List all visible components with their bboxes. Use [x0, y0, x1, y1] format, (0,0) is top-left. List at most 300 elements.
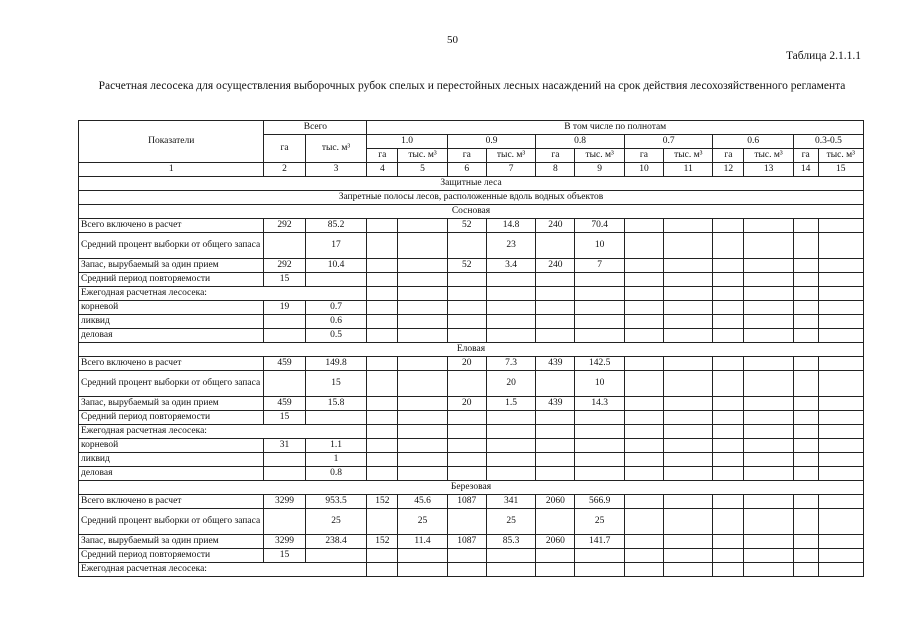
table-cell: [664, 535, 713, 549]
table-cell: 11.4: [398, 535, 447, 549]
header-indicators: Показатели: [79, 121, 264, 163]
table-cell: [575, 439, 624, 453]
table-cell: [447, 439, 486, 453]
table-cell: [793, 453, 818, 467]
table-cell: [818, 273, 863, 287]
table-cell: [624, 549, 663, 563]
table-cell: [536, 371, 575, 397]
empty-cell: [818, 425, 863, 439]
subheader-ha: га: [536, 149, 575, 163]
table-cell: [793, 411, 818, 425]
table-cell: [367, 467, 398, 481]
row-label: ликвид: [79, 453, 264, 467]
empty-cell: [367, 425, 398, 439]
subheader-ha: га: [447, 149, 486, 163]
table-row: [79, 411, 864, 425]
table-cell: [664, 467, 713, 481]
table-cell: [793, 549, 818, 563]
header-density: 0.9: [447, 135, 536, 149]
table-cell: [818, 453, 863, 467]
table-cell: [793, 535, 818, 549]
table-cell: 17: [305, 233, 367, 259]
header-density: 0.3-0.5: [793, 135, 863, 149]
table-row: [79, 219, 864, 233]
table-cell: [486, 411, 535, 425]
empty-cell: [367, 563, 398, 577]
table-cell: 20: [447, 397, 486, 411]
table-cell: [447, 233, 486, 259]
row-label: Средний процент выборки от общего запаса: [79, 371, 264, 397]
table-cell: 2060: [536, 495, 575, 509]
table-cell: 25: [575, 509, 624, 535]
column-number: 11: [664, 163, 713, 177]
table-id: Таблица 2.1.1.1: [785, 50, 861, 62]
row-label: Средний процент выборки от общего запаса: [79, 233, 264, 259]
empty-cell: [398, 563, 447, 577]
subheader-volume: тыс. м³: [398, 149, 447, 163]
table-cell: [818, 439, 863, 453]
table-cell: [575, 329, 624, 343]
column-number: 15: [818, 163, 863, 177]
table-cell: [624, 467, 663, 481]
table-cell: 1: [305, 453, 367, 467]
table-cell: [664, 219, 713, 233]
table-cell: 52: [447, 219, 486, 233]
subheader-ha: га: [367, 149, 398, 163]
table-cell: [713, 301, 744, 315]
table-cell: [818, 301, 863, 315]
table-cell: [575, 467, 624, 481]
row-label: корневой: [79, 301, 264, 315]
table-cell: 23: [486, 233, 535, 259]
table-cell: 2060: [536, 535, 575, 549]
table-cell: [264, 371, 305, 397]
table-cell: [744, 259, 793, 273]
table-cell: 459: [264, 357, 305, 371]
header-including: В том числе по полнотам: [367, 121, 864, 135]
table-cell: 3299: [264, 495, 305, 509]
table-cell: 20: [486, 371, 535, 397]
table-cell: 1.1: [305, 439, 367, 453]
table-cell: [264, 233, 305, 259]
table-cell: 152: [367, 495, 398, 509]
table-cell: [624, 233, 663, 259]
table-cell: [744, 301, 793, 315]
table-cell: [305, 411, 367, 425]
header-density: 0.8: [536, 135, 625, 149]
table-cell: 14.8: [486, 219, 535, 233]
table-cell: [793, 233, 818, 259]
empty-cell: [793, 425, 818, 439]
table-cell: [398, 273, 447, 287]
table-cell: 15.8: [305, 397, 367, 411]
table-cell: [818, 219, 863, 233]
empty-cell: [713, 563, 744, 577]
column-number: 4: [367, 163, 398, 177]
table-cell: [398, 411, 447, 425]
table-cell: [486, 549, 535, 563]
subheader-ha: га: [713, 149, 744, 163]
subheader-volume: тыс. м³: [744, 149, 793, 163]
section-protective-forests: Защитные леса: [79, 177, 864, 191]
row-label: Всего включено в расчет: [79, 219, 264, 233]
subheader-ha: га: [624, 149, 663, 163]
table-cell: 15: [264, 411, 305, 425]
table-cell: [818, 259, 863, 273]
table-cell: [264, 453, 305, 467]
table-cell: 0.7: [305, 301, 367, 315]
table-cell: [536, 301, 575, 315]
table-cell: [398, 219, 447, 233]
table-cell: [575, 453, 624, 467]
table-cell: [398, 397, 447, 411]
empty-cell: [536, 425, 575, 439]
row-label: Ежегодная расчетная лесосека:: [79, 287, 367, 301]
table-cell: 292: [264, 219, 305, 233]
table-cell: [793, 371, 818, 397]
table-cell: [305, 273, 367, 287]
column-number: 9: [575, 163, 624, 177]
table-cell: 3.4: [486, 259, 535, 273]
table-cell: [713, 273, 744, 287]
table-cell: [536, 549, 575, 563]
table-cell: [713, 397, 744, 411]
row-label: Ежегодная расчетная лесосека:: [79, 425, 367, 439]
table-cell: [486, 329, 535, 343]
column-number: 6: [447, 163, 486, 177]
row-label: Средний процент выборки от общего запаса: [79, 509, 264, 535]
table-cell: [793, 315, 818, 329]
table-cell: [793, 509, 818, 535]
table-cell: [367, 273, 398, 287]
table-cell: [367, 549, 398, 563]
header-total: Всего: [264, 121, 367, 135]
table-cell: [536, 439, 575, 453]
table-cell: [793, 439, 818, 453]
table-cell: 238.4: [305, 535, 367, 549]
row-label: деловая: [79, 467, 264, 481]
table-cell: 0.8: [305, 467, 367, 481]
table-cell: [486, 273, 535, 287]
table-cell: [713, 357, 744, 371]
table-cell: 85.2: [305, 219, 367, 233]
table-cell: [793, 397, 818, 411]
table-cell: [398, 467, 447, 481]
table-cell: [367, 301, 398, 315]
row-label: Средний период повторяемости: [79, 549, 264, 563]
column-number: 2: [264, 163, 305, 177]
table-cell: [793, 467, 818, 481]
column-number: 5: [398, 163, 447, 177]
table-cell: [305, 549, 367, 563]
column-number: 10: [624, 163, 663, 177]
empty-cell: [818, 287, 863, 301]
table-cell: [664, 371, 713, 397]
empty-cell: [664, 425, 713, 439]
table-row: [79, 287, 864, 301]
table-cell: [744, 273, 793, 287]
table-cell: [624, 329, 663, 343]
table-cell: 566.9: [575, 495, 624, 509]
subheader-volume: тыс. м³: [818, 149, 863, 163]
table-cell: [575, 411, 624, 425]
table-cell: [264, 509, 305, 535]
column-number: 1: [79, 163, 264, 177]
header-density: 1.0: [367, 135, 447, 149]
empty-cell: [744, 425, 793, 439]
table-cell: [264, 329, 305, 343]
table-cell: 15: [264, 549, 305, 563]
table-row: [79, 563, 864, 577]
table-cell: 85.3: [486, 535, 535, 549]
empty-cell: [624, 563, 663, 577]
table-cell: 19: [264, 301, 305, 315]
table-cell: 152: [367, 535, 398, 549]
species-group-title: Березовая: [79, 481, 864, 495]
table-cell: 52: [447, 259, 486, 273]
table-cell: [398, 315, 447, 329]
empty-cell: [575, 425, 624, 439]
table-cell: [486, 301, 535, 315]
table-cell: [744, 467, 793, 481]
table-cell: [624, 259, 663, 273]
table-cell: 439: [536, 397, 575, 411]
table-cell: [624, 509, 663, 535]
table-cell: [818, 495, 863, 509]
table-cell: [447, 273, 486, 287]
row-label: корневой: [79, 439, 264, 453]
page-number: 50: [447, 34, 458, 46]
table-cell: [818, 535, 863, 549]
logging-area-table: [78, 120, 864, 577]
table-cell: [664, 411, 713, 425]
empty-cell: [744, 563, 793, 577]
table-cell: 7: [575, 259, 624, 273]
table-row: [79, 467, 864, 481]
table-cell: [447, 301, 486, 315]
table-cell: [744, 453, 793, 467]
table-cell: [744, 329, 793, 343]
table-cell: [664, 233, 713, 259]
table-row: [79, 439, 864, 453]
table-cell: 70.4: [575, 219, 624, 233]
table-cell: [398, 549, 447, 563]
empty-cell: [713, 287, 744, 301]
table-cell: [536, 329, 575, 343]
row-label: Всего включено в расчет: [79, 495, 264, 509]
table-cell: [447, 411, 486, 425]
empty-cell: [664, 563, 713, 577]
table-cell: 0.5: [305, 329, 367, 343]
table-cell: 142.5: [575, 357, 624, 371]
table-cell: 25: [305, 509, 367, 535]
table-cell: [713, 509, 744, 535]
table-cell: [713, 233, 744, 259]
table-cell: [744, 439, 793, 453]
table-cell: [367, 439, 398, 453]
table-cell: 15: [305, 371, 367, 397]
row-label: Запас, вырубаемый за один прием: [79, 259, 264, 273]
column-number: 7: [486, 163, 535, 177]
table-row: [79, 509, 864, 535]
table-cell: 149.8: [305, 357, 367, 371]
table-cell: [536, 315, 575, 329]
table-cell: [398, 453, 447, 467]
table-cell: [793, 219, 818, 233]
table-cell: [664, 549, 713, 563]
empty-cell: [624, 287, 663, 301]
table-cell: 45.6: [398, 495, 447, 509]
header-total-ha: га: [264, 135, 305, 163]
subheader-volume: тыс. м³: [664, 149, 713, 163]
table-cell: 10: [575, 371, 624, 397]
table-cell: [536, 509, 575, 535]
subheader-ha: га: [793, 149, 818, 163]
row-label: деловая: [79, 329, 264, 343]
table-cell: [624, 315, 663, 329]
table-cell: [818, 509, 863, 535]
row-label: Средний период повторяемости: [79, 411, 264, 425]
table-cell: [664, 273, 713, 287]
table-cell: [664, 329, 713, 343]
table-cell: [486, 453, 535, 467]
table-cell: [793, 329, 818, 343]
table-cell: [713, 329, 744, 343]
table-cell: [818, 315, 863, 329]
table-cell: [793, 259, 818, 273]
table-title: Расчетная лесосека для осуществления выборочных рубок спелых и перестойных лесных насаждений на срок действия лесохозяйственного регламента: [98, 80, 846, 92]
table-cell: [398, 439, 447, 453]
table-cell: 341: [486, 495, 535, 509]
table-cell: 14.3: [575, 397, 624, 411]
table-cell: [744, 315, 793, 329]
table-cell: 240: [536, 259, 575, 273]
table-row: [79, 301, 864, 315]
table-cell: 141.7: [575, 535, 624, 549]
table-cell: [624, 439, 663, 453]
table-cell: 439: [536, 357, 575, 371]
table-cell: [486, 315, 535, 329]
empty-cell: [486, 287, 535, 301]
empty-cell: [713, 425, 744, 439]
table-row: [79, 233, 864, 259]
table-cell: [367, 411, 398, 425]
table-cell: [367, 357, 398, 371]
table-row: [79, 329, 864, 343]
empty-cell: [367, 287, 398, 301]
table-cell: 459: [264, 397, 305, 411]
empty-cell: [793, 287, 818, 301]
table-cell: [793, 495, 818, 509]
table-cell: [744, 371, 793, 397]
table-cell: [744, 397, 793, 411]
row-label: Средний период повторяемости: [79, 273, 264, 287]
table-cell: [367, 329, 398, 343]
table-cell: [624, 357, 663, 371]
empty-cell: [536, 563, 575, 577]
table-cell: [367, 259, 398, 273]
table-cell: [575, 549, 624, 563]
table-cell: [624, 495, 663, 509]
table-row: [79, 495, 864, 509]
table-row: [79, 273, 864, 287]
species-group-title: Сосновая: [79, 205, 864, 219]
empty-cell: [664, 287, 713, 301]
empty-cell: [447, 425, 486, 439]
empty-cell: [536, 287, 575, 301]
table-cell: [398, 329, 447, 343]
table-cell: [713, 453, 744, 467]
table-cell: [486, 467, 535, 481]
table-cell: [536, 273, 575, 287]
header-total-volume: тыс. м³: [305, 135, 367, 163]
table-cell: [398, 301, 447, 315]
table-cell: [575, 273, 624, 287]
table-cell: [624, 219, 663, 233]
table-cell: [536, 411, 575, 425]
table-cell: [664, 357, 713, 371]
table-cell: [575, 301, 624, 315]
table-cell: [447, 549, 486, 563]
table-cell: [486, 439, 535, 453]
table-cell: [744, 357, 793, 371]
empty-cell: [575, 287, 624, 301]
table-cell: [624, 411, 663, 425]
table-cell: [744, 535, 793, 549]
table-cell: 1087: [447, 495, 486, 509]
table-cell: [744, 549, 793, 563]
table-cell: [818, 233, 863, 259]
table-cell: [744, 495, 793, 509]
table-cell: [367, 397, 398, 411]
table-cell: [664, 439, 713, 453]
table-row: [79, 357, 864, 371]
table-row: [79, 397, 864, 411]
table-cell: [624, 397, 663, 411]
table-cell: [447, 329, 486, 343]
table-cell: [713, 411, 744, 425]
table-cell: [744, 509, 793, 535]
row-label: ликвид: [79, 315, 264, 329]
table-cell: 292: [264, 259, 305, 273]
table-cell: [713, 535, 744, 549]
table-cell: [398, 371, 447, 397]
table-cell: [367, 219, 398, 233]
table-cell: [447, 453, 486, 467]
table-cell: [744, 219, 793, 233]
table-cell: 25: [486, 509, 535, 535]
column-number: 14: [793, 163, 818, 177]
header-density: 0.7: [624, 135, 713, 149]
table-cell: [793, 273, 818, 287]
section-water-protection-strips: Запретные полосы лесов, расположенные вдоль водных объектов: [79, 191, 864, 205]
table-cell: 3299: [264, 535, 305, 549]
table-cell: [367, 453, 398, 467]
column-number: 3: [305, 163, 367, 177]
row-label: Запас, вырубаемый за один прием: [79, 397, 264, 411]
table-cell: 31: [264, 439, 305, 453]
empty-cell: [818, 563, 863, 577]
column-number: 12: [713, 163, 744, 177]
table-cell: [713, 495, 744, 509]
table-cell: [713, 439, 744, 453]
table-cell: [264, 467, 305, 481]
table-cell: [575, 315, 624, 329]
table-cell: [624, 273, 663, 287]
row-label: Запас, вырубаемый за один прием: [79, 535, 264, 549]
table-cell: [447, 371, 486, 397]
table-cell: [818, 329, 863, 343]
